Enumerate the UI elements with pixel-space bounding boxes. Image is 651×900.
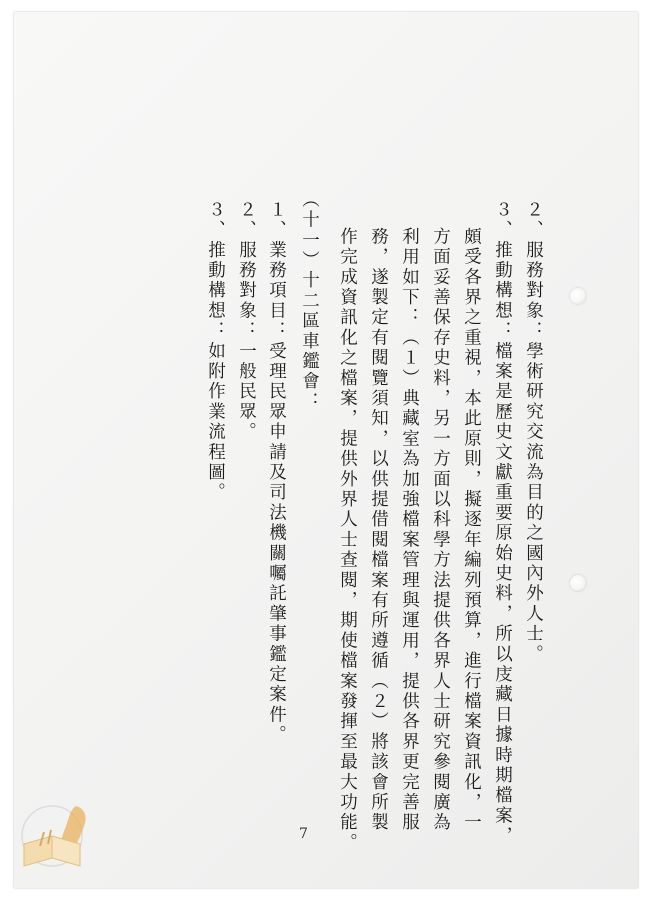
text-line-11: ３、推動構想：如附作業流程圖。: [205, 200, 226, 503]
text-line-1: ２、服務對象：學術研究交流為目的之國內外人士。: [523, 200, 544, 665]
punch-hole-bottom: [570, 575, 586, 591]
text-line-4: 方面妥善保存史料，另一方面以科學方法提供各界人士研究參閱廣為: [430, 227, 451, 833]
section-heading: （十一）十二區車鑑會：: [299, 190, 320, 413]
punch-hole-top: [570, 288, 586, 304]
text-line-3: 頗受各界之重視，本此原則，擬逐年編列預算，進行檔案資訊化，一: [461, 227, 482, 833]
taiwan-map-book-logo-icon: [18, 796, 122, 874]
page-number: 7: [299, 826, 308, 842]
text-line-2: ３、推動構想：檔案是歷史文獻重要原始史料，所以庋藏日據時期檔案，: [492, 200, 513, 847]
text-line-10: ２、服務對象：一般民眾。: [236, 200, 257, 443]
text-line-6: 務，遂製定有閱覽須知，以供提借閱檔案有所遵循（２）將該會所製: [368, 227, 389, 833]
text-line-5: 利用如下：（１）典藏室為加強檔案管理與運用，提供各界更完善服: [399, 227, 420, 833]
text-line-9: １、業務項目：受理民眾申請及司法機關囑託肇事鑑定案件。: [266, 200, 287, 746]
text-line-7: 作完成資訊化之檔案，提供外界人士查閱，期使檔案發揮至最大功能。: [337, 227, 358, 854]
document-page: [14, 12, 638, 888]
